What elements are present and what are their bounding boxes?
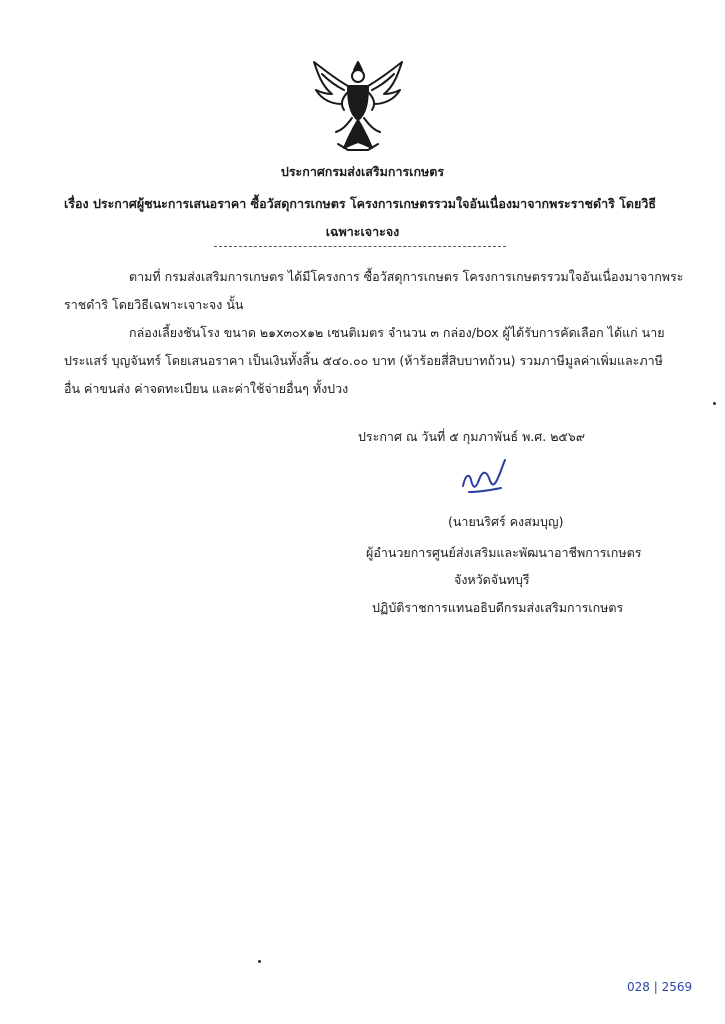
divider-line xyxy=(214,246,506,247)
handwritten-reference-number: 028 | 2569 xyxy=(627,980,693,994)
signer-acting-title: ปฏิบัติราชการแทนอธิบดีกรมส่งเสริมการเกษตร xyxy=(372,600,624,615)
signer-name: (นายนริศร์ คงสมบุญ) xyxy=(448,514,564,529)
body-paragraph-2-line-2: ประแสร์ บุญจันทร์ โดยเสนอราคา เป็นเงินทั้งสิ้น ๕๔๐.๐๐ บาท (ห้าร้อยสี่สิบบาทถ้วน) รวมภาษีมูลค่าเพิ่มและภาษี xyxy=(64,353,663,368)
scan-speck xyxy=(713,402,716,405)
scan-speck xyxy=(258,960,261,963)
body-paragraph-2-line-1: กล่องเลี้ยงชันโรง ขนาด ๒๑x๓๐x๑๒ เซนติเมตร จำนวน ๓ กล่อง/box ผู้ได้รับการคัดเลือก ได้แก่ นาย xyxy=(129,325,665,340)
body-paragraph-1-line-2: ราชดำริ โดยวิธีเฉพาะเจาะจง นั้น xyxy=(64,297,244,312)
body-paragraph-2-line-3: อื่น ค่าขนส่ง ค่าจดทะเบียน และค่าใช้จ่ายอื่นๆ ทั้งปวง xyxy=(64,381,349,396)
signer-position: ผู้อำนวยการศูนย์ส่งเสริมและพัฒนาอาชีพการเกษตร xyxy=(366,545,642,560)
signer-province: จังหวัดจันทบุรี xyxy=(454,572,530,587)
signature-icon xyxy=(455,458,515,498)
announcement-date: ประกาศ ณ วันที่ ๕ กุมภาพันธ์ พ.ศ. ๒๕๖๙ xyxy=(358,429,585,444)
body-paragraph-1-line-1: ตามที่ กรมส่งเสริมการเกษตร ได้มีโครงการ ซื้อวัสดุการเกษตร โครงการเกษตรรวมใจอันเนื่องมาจากพระ xyxy=(129,269,684,284)
subject-line-2: เฉพาะเจาะจง xyxy=(325,224,400,239)
garuda-emblem-icon xyxy=(308,58,408,154)
subject-line-1: เรื่อง ประกาศผู้ชนะการเสนอราคา ซื้อวัสดุการเกษตร โครงการเกษตรรวมใจอันเนื่องมาจากพระราชดำริ โดยวิธี xyxy=(64,196,656,211)
announcement-header: ประกาศกรมส่งเสริมการเกษตร xyxy=(280,164,445,179)
